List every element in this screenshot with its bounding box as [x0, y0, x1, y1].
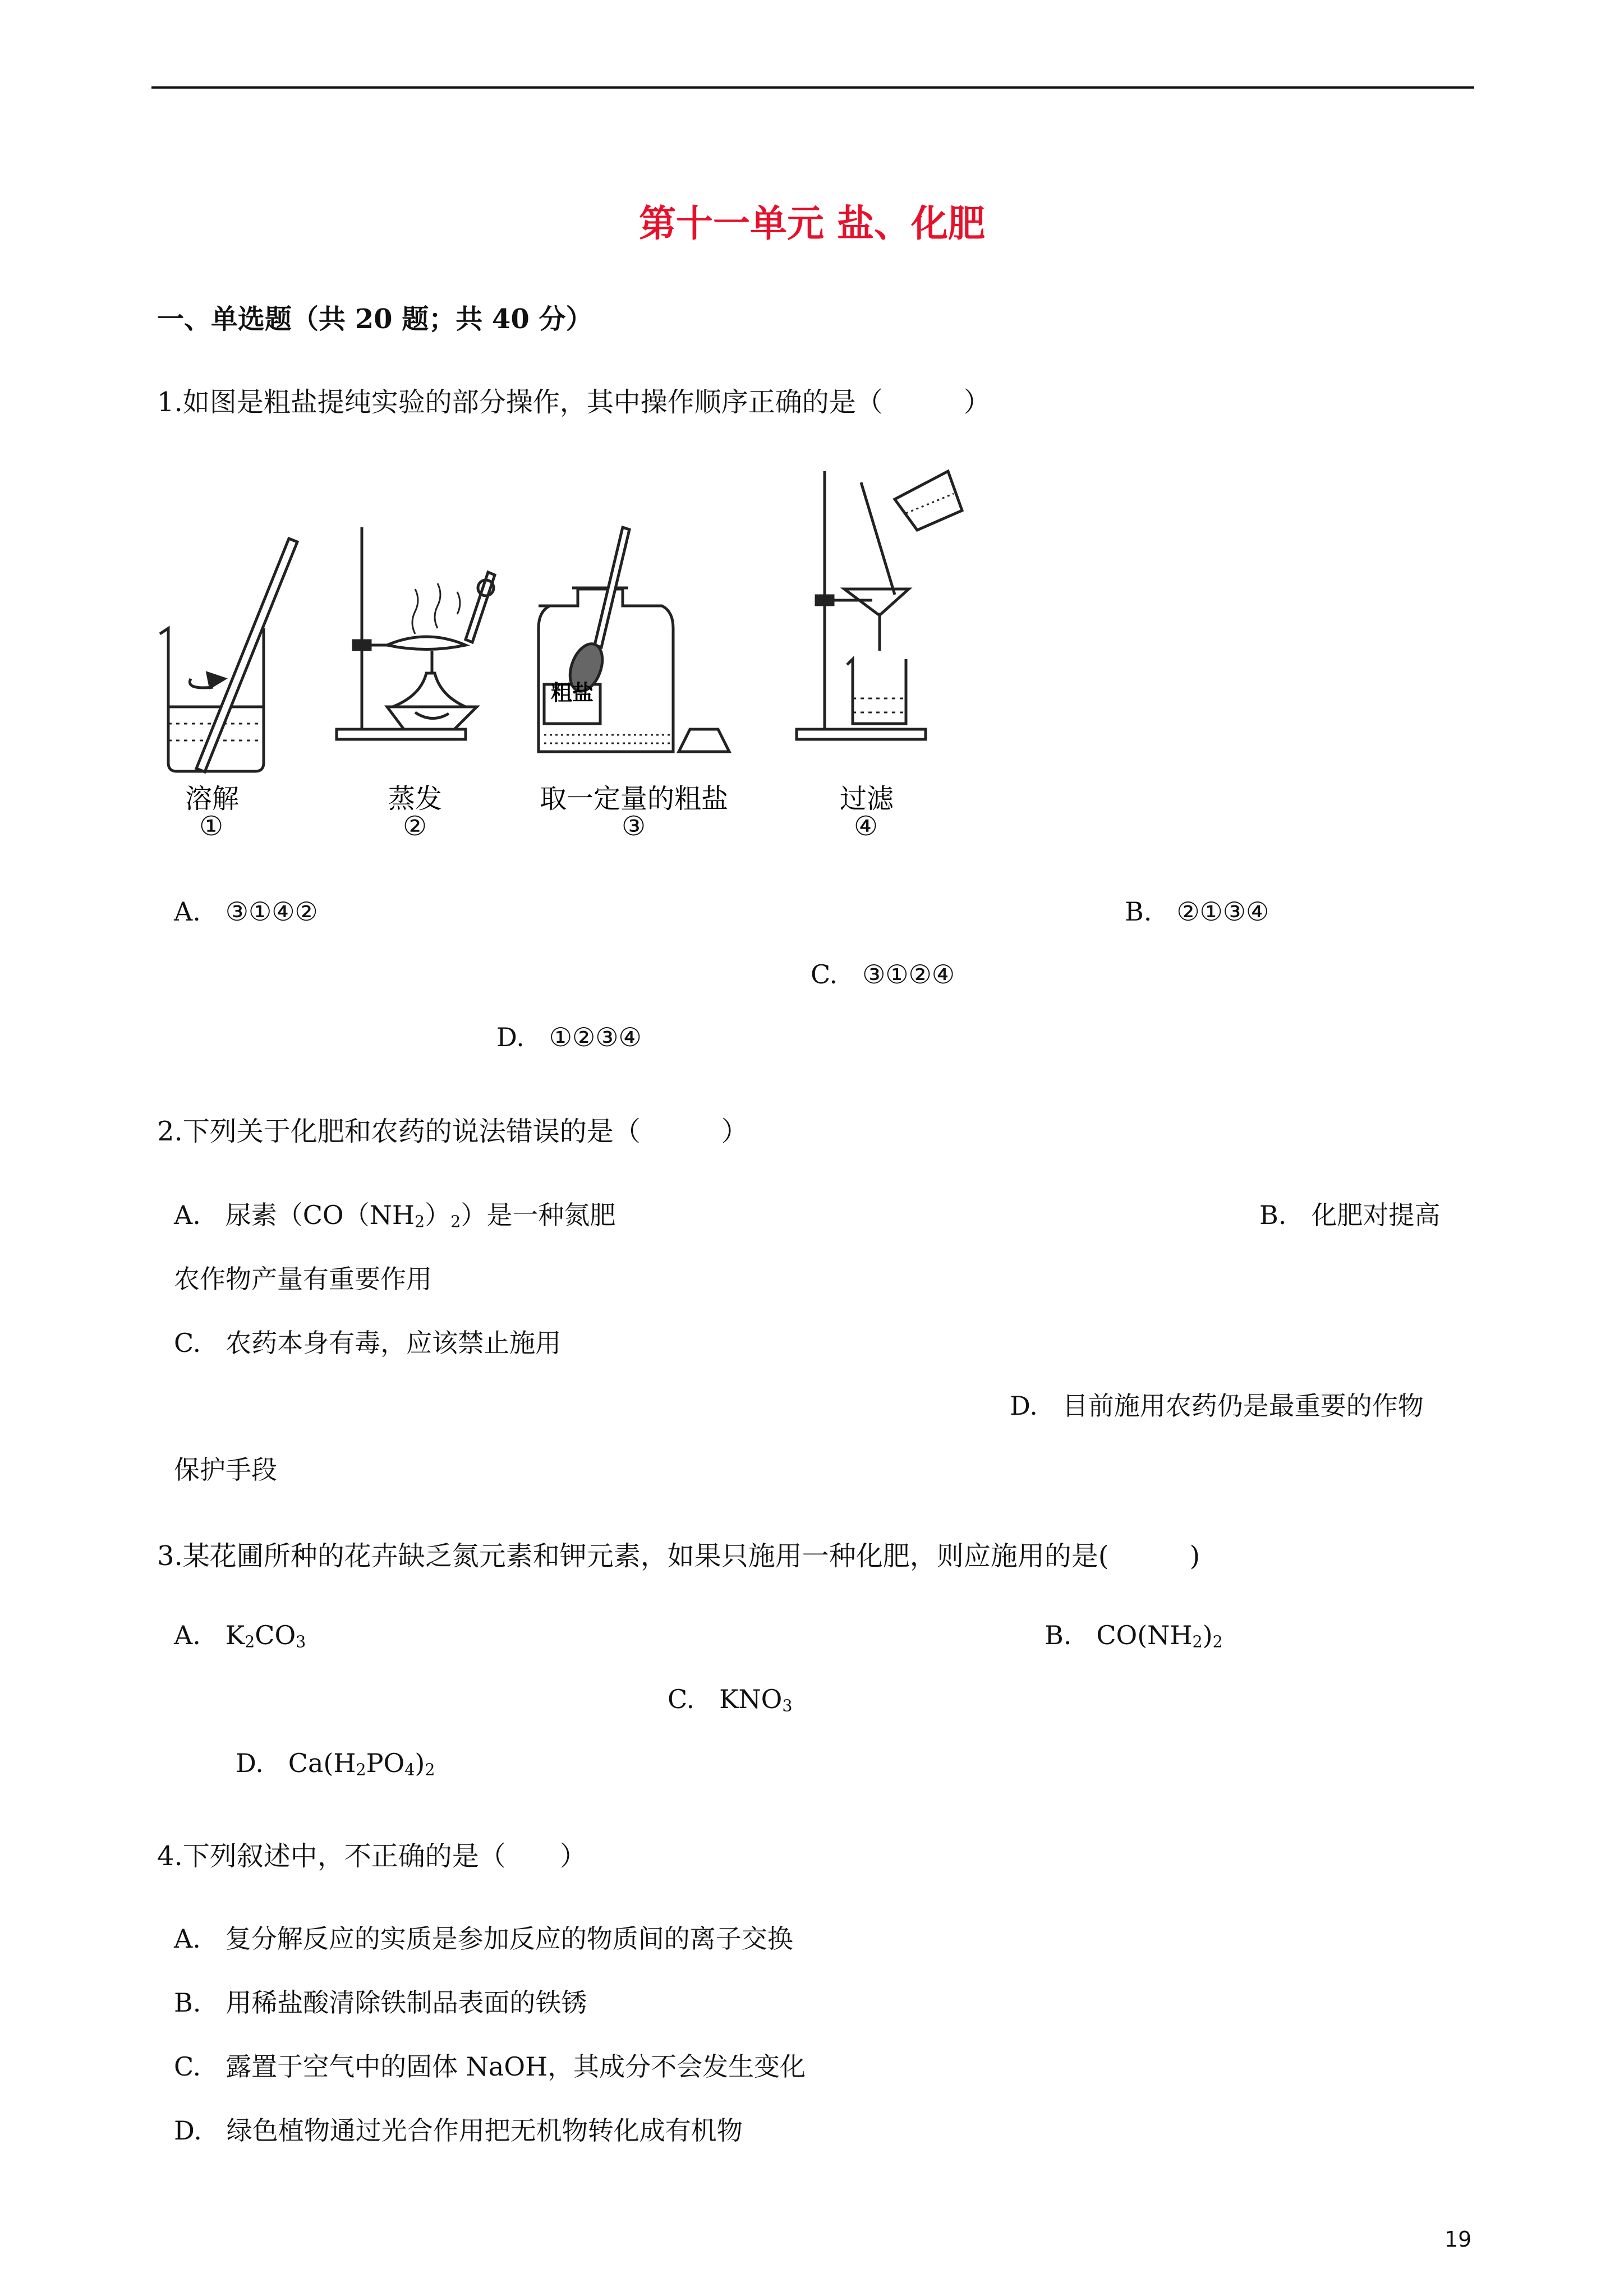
caption-dissolve: 溶解: [185, 783, 240, 815]
q4-option-c: C. 露置于空气中的固体 NaOH，其成分不会发生变化: [174, 2051, 806, 2082]
figure-number-3: ③: [622, 811, 646, 842]
q1-option-c: C. ③①②④: [811, 959, 955, 990]
q3-option-c: C. $KNO_3$: [668, 1684, 793, 1715]
experiment-figure-svg: [151, 460, 1027, 853]
caption-filter: 过滤: [839, 783, 894, 815]
q3-option-b: B. $CO(NH_2)_2$: [1045, 1620, 1223, 1651]
experiment-figure: [151, 460, 1027, 853]
question-4-stem: 4.下列叙述中，不正确的是（ ）: [157, 1841, 587, 1872]
salt-jar-icon: [539, 527, 729, 752]
question-1-stem: 1.如图是粗盐提纯实验的部分操作，其中操作顺序正确的是（ ）: [157, 386, 991, 418]
q2-option-d-continued: 保护手段: [174, 1455, 277, 1485]
filtration-stand-icon: [797, 471, 962, 739]
header-rule: [151, 86, 1474, 89]
q3-option-d: D. $Ca(H_2PO_4)_2$: [236, 1748, 435, 1779]
q4-option-b: B. 用稀盐酸清除铁制品表面的铁锈: [174, 1987, 587, 2018]
caption-take-salt: 取一定量的粗盐: [539, 783, 729, 815]
q2-option-a: A. 尿素$(CO(NH_2)_2)$是一种氮肥: [174, 1200, 616, 1231]
figure-number-4: ④: [854, 811, 878, 842]
question-3-stem: 3.某花圃所种的花卉缺乏氮元素和钾元素，如果只施用一种化肥，则应施用的是( ): [157, 1540, 1200, 1572]
q2-option-b: B. 化肥对提高: [1259, 1200, 1441, 1230]
q2-option-d: D. 目前施用农药仍是最重要的作物: [1010, 1391, 1424, 1421]
figure-number-1: ①: [199, 811, 224, 842]
beaker-dissolve-icon: [160, 539, 297, 772]
evaporation-stand-icon: [337, 527, 495, 739]
q4-option-a: A. 复分解反应的实质是参加反应的物质间的离子交换: [174, 1924, 793, 1954]
q4-option-d: D. 绿色植物通过光合作用把无机物转化成有机物: [174, 2115, 743, 2146]
caption-evaporate: 蒸发: [388, 783, 443, 815]
q2-option-c: C. 农药本身有毒，应该禁止施用: [174, 1328, 562, 1358]
q3-option-a: A. $K_2CO_3$: [174, 1620, 306, 1651]
question-2-stem: 2.下列关于化肥和农药的说法错误的是（ ）: [157, 1116, 748, 1147]
figure-number-2: ②: [403, 811, 427, 842]
q1-option-a: A. ③①④②: [174, 896, 318, 927]
q1-option-d: D. ①②③④: [496, 1022, 642, 1052]
page-number: 19: [1444, 2227, 1472, 2252]
q2-option-b-continued: 农作物产量有重要作用: [174, 1264, 432, 1294]
section-heading: 一、单选题（共 20 题；共 40 分）: [157, 303, 593, 335]
page-title: 第十一单元 盐、化肥: [639, 201, 985, 245]
jar-label: 粗盐: [550, 680, 594, 705]
q1-option-b: B. ②①③④: [1125, 896, 1269, 927]
